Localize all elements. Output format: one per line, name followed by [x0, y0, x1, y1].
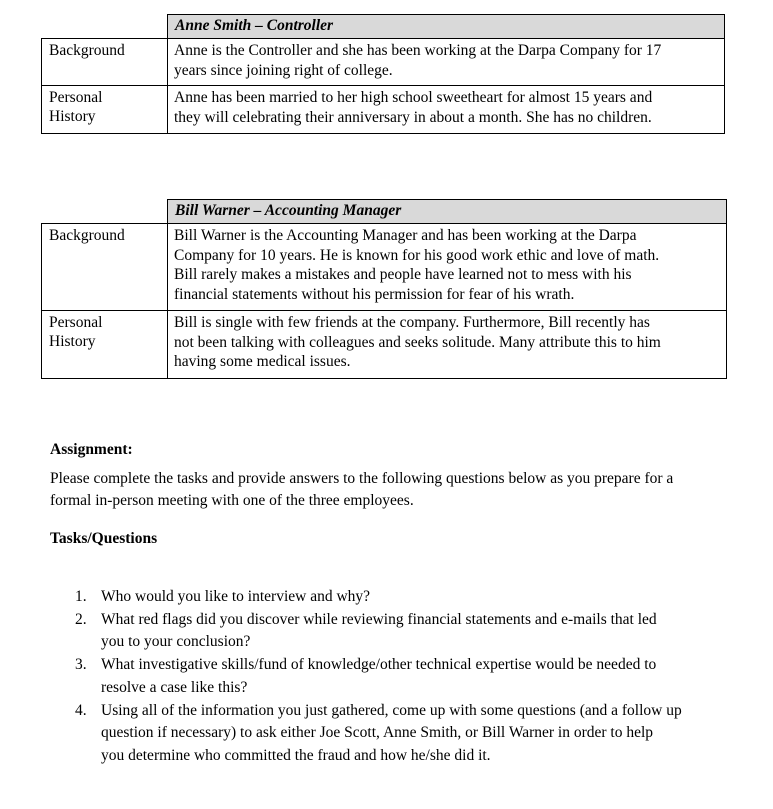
list-item: [50, 609, 750, 654]
list-number: 3.: [75, 656, 87, 674]
profile-table-anne-smith: [41, 14, 725, 134]
task-list: [50, 586, 750, 768]
table-row: [42, 39, 725, 86]
table-row: [42, 311, 727, 379]
list-item: [50, 654, 750, 699]
row-label: Background: [42, 224, 168, 311]
list-number: 1.: [75, 588, 87, 605]
list-number: 2.: [75, 610, 87, 628]
row-label: Background: [42, 39, 168, 86]
assignment-text: Please complete the tasks and provide answers to the following questions below as you prepare for a formal in-person meeting with one of the three employees.: [50, 470, 674, 509]
table-corner: [42, 15, 168, 39]
table-row: [42, 86, 725, 134]
table-header: Anne Smith – Controller: [168, 15, 725, 39]
list-item: [50, 700, 750, 768]
row-text: Anne is the Controller and she has been working at the Darpa Company for 17 years since joining right of college.: [168, 39, 725, 86]
row-text: Bill is single with few friends at the company. Furthermore, Bill recently has not been talking with colleagues and seeks solitude. Many attribute this to him having some medical issues.: [168, 311, 727, 379]
table-row: [42, 224, 727, 311]
list-text: Who would you like to interview and why?: [101, 588, 371, 605]
row-text: Anne has been married to her high school sweetheart for almost 15 years and they will celebrating their anniversary in about a month. She has no children.: [168, 86, 725, 134]
row-text: Bill Warner is the Accounting Manager and has been working at the Darpa Company for 10 years. He is known for his good work ethic and love of math. Bill rarely makes a mistakes and people have learned not to mess with his financial statements without his permission for fear of his wrath.: [168, 224, 727, 311]
profile-table-bill-warner: [41, 199, 727, 379]
list-number: 4.: [75, 701, 87, 719]
list-text: What red flags did you discover while reviewing financial statements and e-mails that led you to your conclusion?: [101, 610, 657, 651]
table-header: Bill Warner – Accounting Manager: [168, 200, 727, 224]
tasks-title: Tasks/Questions: [50, 530, 158, 547]
table-corner: [42, 200, 168, 224]
list-text: Using all of the information you just gathered, come up with some questions (and a follow up question if necessary) to ask either Joe Scott, Anne Smith, or Bill Warner in order to help you determine who committed the fraud and how he/she did it.: [101, 701, 682, 764]
list-item: [50, 586, 750, 609]
row-label: Personal History: [42, 311, 168, 379]
assignment-title: Assignment:: [50, 441, 133, 458]
list-text: What investigative skills/fund of knowledge/other technical expertise would be needed to resolve a case like this?: [101, 656, 657, 696]
row-label: Personal History: [42, 86, 168, 134]
